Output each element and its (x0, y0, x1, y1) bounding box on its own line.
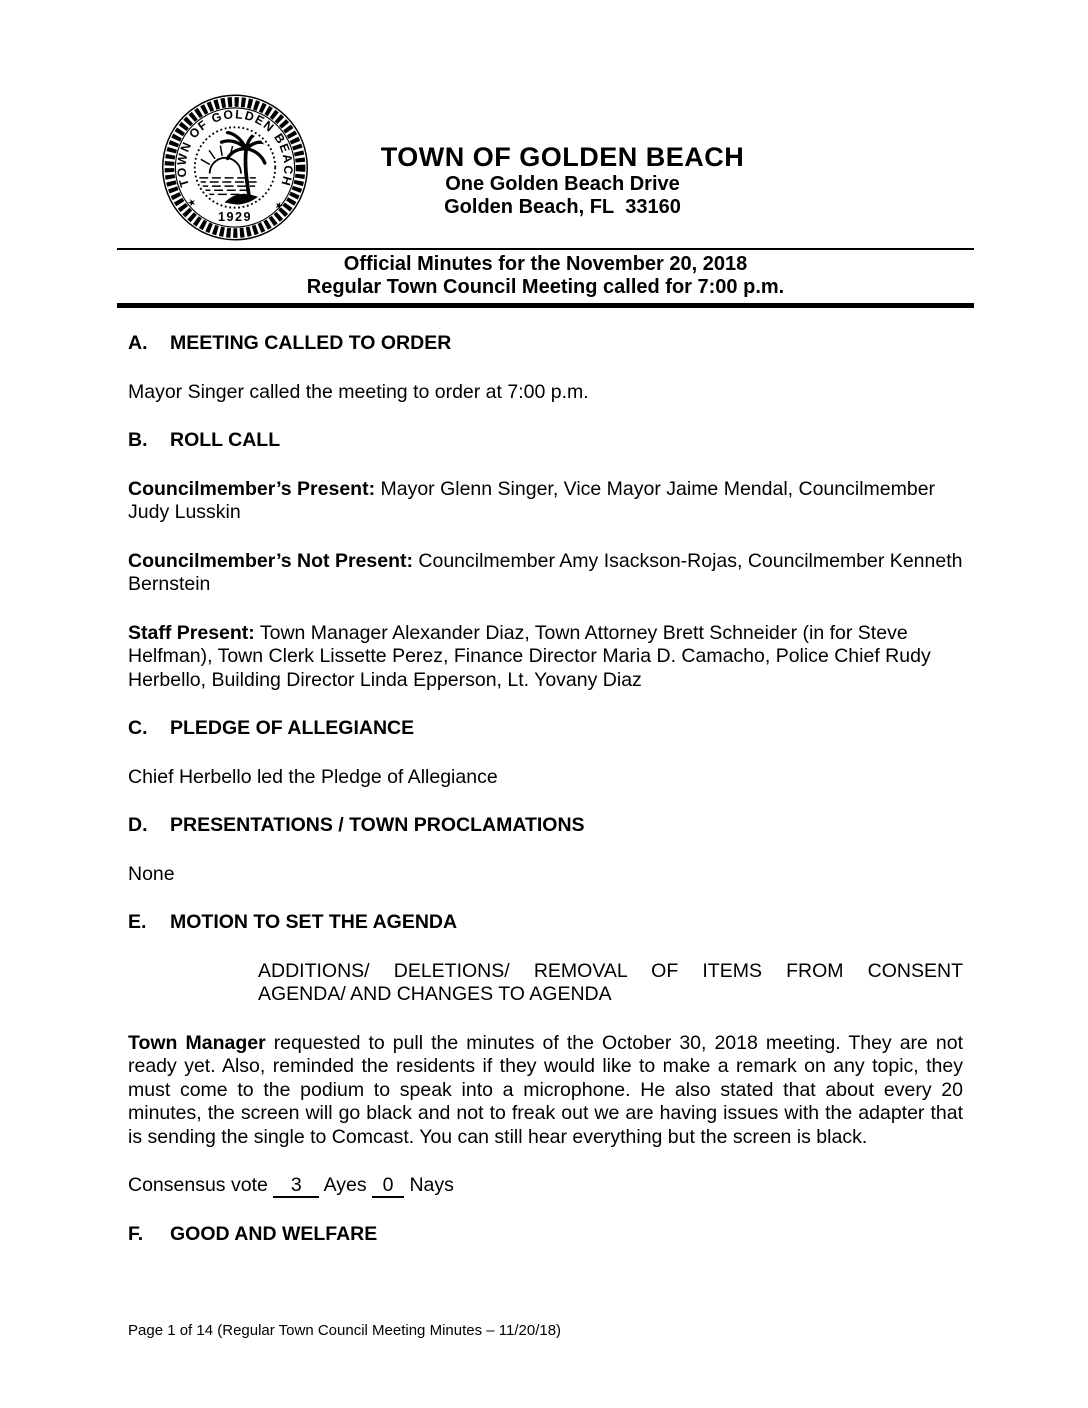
roll-call-present-paragraph (128, 478, 963, 525)
agenda-changes-subheading (258, 960, 963, 1007)
minutes-body (128, 308, 963, 1247)
vote-prefix: Consensus vote (128, 1174, 268, 1196)
not-present-label: Councilmember’s Not Present: (128, 549, 413, 572)
document-header (128, 93, 963, 248)
staff-present-names: Town Manager Alexander Diaz, Town Attorney Brett Schneider (in for Steve Helfman), Town Clerk Lissette Perez, Finance Director Maria D. Camacho, Police Chief Rudy Herbello, Building Director Linda Epperson, Lt. Yovany Diaz (128, 621, 931, 691)
staff-present-label: Staff Present: (128, 621, 255, 644)
ayes-label: Ayes (323, 1174, 367, 1196)
present-label: Councilmember’s Present: (128, 477, 376, 500)
address-line-2: Golden Beach, FL 33160 (444, 196, 681, 218)
section-title-b: ROLL CALL (170, 429, 281, 451)
nays-label: Nays (409, 1174, 454, 1196)
consensus-vote-line (128, 1174, 963, 1198)
presentations-paragraph: None (128, 862, 175, 885)
section-letter-b: B. (128, 429, 148, 451)
town-manager-paragraph (128, 1032, 963, 1150)
section-letter-a: A. (128, 332, 148, 354)
org-title: TOWN OF GOLDEN BEACH (380, 142, 745, 172)
section-letter-d: D. (128, 814, 148, 836)
section-heading-b (128, 429, 963, 453)
minutes-banner-line-1: Official Minutes for the November 20, 2018 (343, 253, 748, 275)
section-title-a: MEETING CALLED TO ORDER (170, 332, 452, 354)
ayes-count-blank: 3 (273, 1175, 319, 1198)
section-title-d: PRESENTATIONS / TOWN PROCLAMATIONS (170, 814, 585, 836)
section-title-e: MOTION TO SET THE AGENDA (170, 911, 458, 933)
section-letter-c: C. (128, 717, 148, 739)
agenda-changes-line-1: ADDITIONS/ DELETIONS/ REMOVAL OF ITEMS FROM CONSENT (258, 959, 963, 982)
minutes-banner (128, 250, 963, 303)
staff-present-paragraph (128, 622, 963, 693)
section-title-c: PLEDGE OF ALLEGIANCE (170, 717, 415, 739)
nays-count-blank: 0 (372, 1175, 404, 1198)
minutes-banner-line-2: Regular Town Council Meeting called for 7:00 p.m. (306, 276, 785, 298)
page-footer: Page 1 of 14 (Regular Town Council Meeting Minutes – 11/20/18) (128, 1322, 562, 1339)
roll-call-not-present-paragraph (128, 550, 963, 597)
seal-star-left-icon: ★ (186, 196, 198, 210)
agenda-changes-line-2: AGENDA/ AND CHANGES TO AGENDA (258, 983, 612, 1005)
town-manager-label: Town Manager (128, 1031, 266, 1054)
document-page (128, 93, 963, 1272)
section-heading-e (128, 911, 963, 935)
meeting-called-paragraph: Mayor Singer called the meeting to order at 7:00 p.m. (128, 380, 589, 403)
section-letter-f: F. (128, 1223, 144, 1245)
seal-ring-text: TOWN OF GOLDEN BEACH (174, 107, 296, 189)
section-heading-c (128, 717, 963, 741)
section-heading-a (128, 332, 963, 356)
section-heading-f (128, 1223, 963, 1247)
address-line-1: One Golden Beach Drive (445, 173, 680, 195)
pledge-paragraph: Chief Herbello led the Pledge of Allegiance (128, 765, 498, 788)
town-manager-remarks: requested to pull the minutes of the October 30, 2018 meeting. They are not ready yet. Also, reminded the residents if they would like to make a remark on any topic, they must come to the podium to speak into a microphone. He also stated that about every 20 minutes, the screen will go black and not to freak out we are having issues with the adapter that is sending the single to Comcast. You can still hear everything but the screen is black. (128, 1031, 964, 1148)
seal-year: 1929 (217, 210, 253, 225)
section-letter-e: E. (128, 911, 147, 933)
not-present-names: Councilmember Amy Isackson-Rojas, Councilmember Kenneth Bernstein (128, 549, 963, 595)
letterhead (145, 142, 980, 219)
section-title-f: GOOD AND WELFARE (170, 1223, 378, 1245)
section-heading-d (128, 814, 963, 838)
present-names: Mayor Glenn Singer, Vice Mayor Jaime Mendal, Councilmember Judy Lusskin (128, 477, 936, 523)
seal-star-right-icon: ★ (272, 199, 285, 213)
